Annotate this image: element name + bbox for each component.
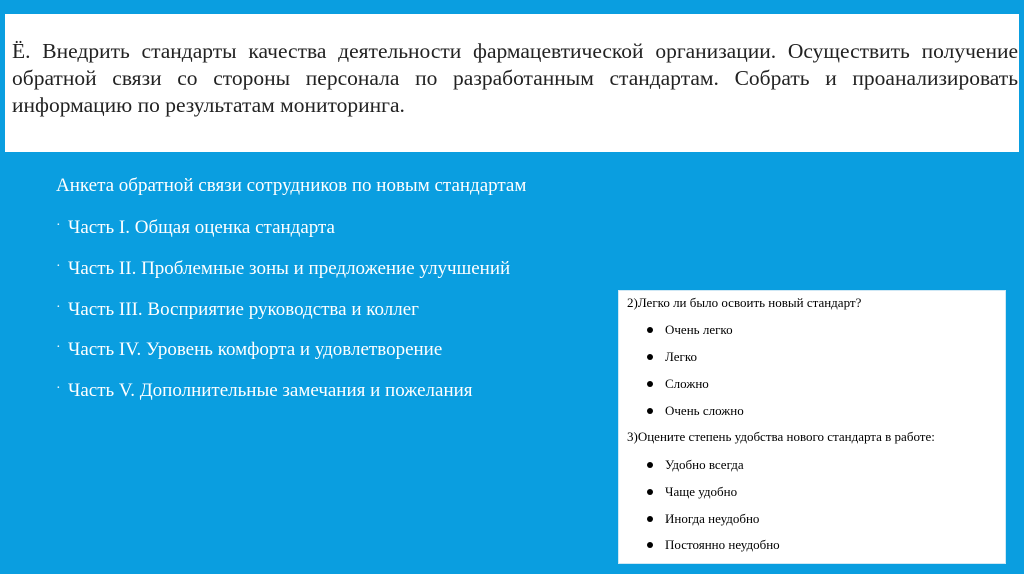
list-item <box>56 337 510 378</box>
bullet-icon: · <box>56 218 61 233</box>
bullet-icon <box>647 489 653 495</box>
survey-parts-list <box>56 215 510 419</box>
question-3-option <box>647 457 744 473</box>
bullet-icon: · <box>56 381 61 397</box>
bullet-icon: · <box>56 258 61 274</box>
question-2-title: 2)Легко ли было освоить новый стандарт? <box>627 295 862 310</box>
option-label: Удобно всегда <box>665 457 744 472</box>
question-3-option <box>647 484 737 500</box>
question-2-option <box>647 322 733 338</box>
question-3-option <box>647 537 780 553</box>
bullet-icon <box>647 381 653 387</box>
bullet-icon <box>647 516 653 522</box>
option-label: Сложно <box>665 376 709 391</box>
part-label: Часть I. Общая оценка стандарта <box>68 217 335 238</box>
option-label: Очень сложно <box>665 403 744 418</box>
survey-title: Анкета обратной связи сотрудников по новым стандартам <box>56 175 527 196</box>
question-3-option <box>647 511 759 527</box>
question-2-option <box>647 349 697 365</box>
list-item <box>56 378 510 419</box>
option-label: Очень легко <box>665 322 733 337</box>
option-label: Легко <box>665 349 697 364</box>
option-label: Иногда неудобно <box>665 511 760 526</box>
slide-heading: Ё. Внедрить стандарты качества деятельности фармацевтической организации. Осуществить получение обратной связи со стороны персонала по разработанным стандартам. Собрать и проанализировать информацию по результатам мониторинга. <box>12 39 1018 117</box>
bullet-icon: · <box>56 340 61 356</box>
option-label: Постоянно неудобно <box>665 537 780 552</box>
part-label: Часть V. Дополнительные замечания и пожелания <box>68 380 473 402</box>
option-label: Чаще удобно <box>665 484 738 499</box>
bullet-icon <box>647 354 653 360</box>
bullet-icon <box>647 542 653 548</box>
question-2-option <box>647 376 709 392</box>
top-accent-bar <box>0 0 1024 14</box>
bullet-icon: · <box>56 299 61 315</box>
bullet-icon <box>647 327 653 333</box>
questionnaire-excerpt <box>618 290 1006 564</box>
question-3-title: 3)Оцените степень удобства нового стандарта в работе: <box>627 429 935 444</box>
list-item <box>56 256 510 297</box>
list-item <box>56 297 510 338</box>
list-item <box>56 215 510 256</box>
bullet-icon <box>647 408 653 414</box>
part-label: Часть II. Проблемные зоны и предложение улучшений <box>68 257 511 279</box>
question-2-option <box>647 403 744 419</box>
part-label: Часть IV. Уровень комфорта и удовлетворение <box>68 339 443 361</box>
part-label: Часть III. Восприятие руководства и коллег <box>68 298 419 320</box>
bullet-icon <box>647 462 653 468</box>
